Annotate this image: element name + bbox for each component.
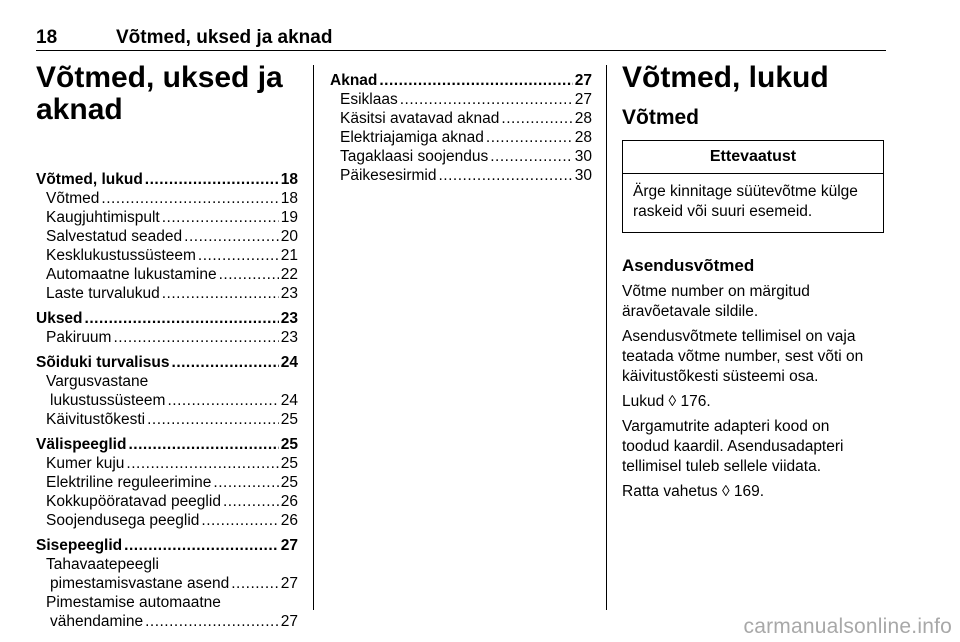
toc-entry[interactable]: Võtmed ..... 18 [36,189,298,208]
warning-box [622,140,884,233]
toc-entry[interactable]: Sõiduki turvalisus ..... 24 [36,353,298,372]
toc-entry[interactable]: Päikesesirmid ..... 30 [330,166,592,185]
right-column [622,62,912,502]
chapter-title: Võtmed, uksed ja aknad [36,61,283,126]
toc-entry[interactable]: Võtmed, lukud ..... 18 [36,170,298,189]
toc-entry-line[interactable]: Pimestamise automaatne [46,594,221,611]
toc-entry[interactable]: Kokkupööratavad peeglid ..... 26 [36,492,298,511]
toc-entry[interactable]: Elektriajamiga aknad ..... 28 [330,128,592,147]
toc-entry[interactable]: Soojendusega peeglid ..... 26 [36,511,298,530]
toc-entry[interactable]: Tagaklaasi soojendus ..... 30 [330,147,592,166]
section-heading: Asendusvõtmed [622,256,755,275]
watermark: carmanualsonline.info [743,615,952,638]
toc-entry[interactable]: Esiklaas ..... 27 [330,90,592,109]
toc-left [36,170,298,631]
toc-entry[interactable]: Käivitustõkesti ..... 25 [36,410,298,429]
toc-entry[interactable]: Elektriline reguleerimine ..... 25 [36,473,298,492]
toc-entry[interactable]: Kumer kuju ..... 25 [36,454,298,473]
toc-entry[interactable]: Salvestatud seaded ..... 20 [36,227,298,246]
toc-entry-line[interactable]: Vargusvastane [46,373,149,390]
page-number: 18 [36,27,58,48]
toc-entry[interactable]: Kesklukustussüsteem ..... 21 [36,246,298,265]
section-title: Võtmed, lukud [622,61,829,94]
header-rule [36,50,886,51]
page-reference[interactable]: Lukud ◊ 176. [622,393,711,410]
toc-entry[interactable]: Aknad ..... 27 [330,71,592,90]
toc-entry-line[interactable]: Tahavaatepeegli [46,556,159,573]
middle-column [330,71,592,185]
toc-entry[interactable]: vähendamine ..... 27 [36,612,298,631]
toc-entry[interactable]: Käsitsi avatavad aknad ..... 28 [330,109,592,128]
subsection-title: Võtmed [622,106,700,129]
column-divider-2 [606,65,607,610]
toc-entry[interactable]: Välispeeglid ..... 25 [36,435,298,454]
warning-title: Ettevaatust [623,141,883,174]
toc-middle [330,71,592,185]
page-reference[interactable]: Ratta vahetus ◊ 169. [622,483,765,500]
toc-entry[interactable]: Uksed ..... 23 [36,309,298,328]
toc-entry[interactable]: Pakiruum ..... 23 [36,328,298,347]
toc-entry[interactable]: lukustussüsteem ..... 24 [36,391,298,410]
toc-entry[interactable]: Kaugjuhtimispult ..... 19 [36,208,298,227]
toc-entry[interactable]: Automaatne lukustamine ..... 22 [36,265,298,284]
toc-entry[interactable]: Laste turvalukud ..... 23 [36,284,298,303]
toc-entry[interactable]: pimestamisvastane asend ..... 27 [36,574,298,593]
column-divider-1 [313,65,314,610]
warning-body: Ärge kinnitage süütevõtme külge raskeid või suuri esemeid. [633,183,858,220]
toc-entry[interactable]: Sisepeeglid ..... 27 [36,536,298,555]
paragraph: Võtme number on märgitud äravõetavale sildile. [622,283,810,320]
paragraph: Vargamutrite adapteri kood on toodud kaardil. Asendusadapteri tellimisel tuleb sellele viidata. [622,418,844,475]
running-title: Võtmed, uksed ja aknad [116,27,333,48]
paragraph: Asendusvõtmete tellimisel on vaja teatada võtme number, sest võti on käivitustõkesti süsteemi osa. [622,328,864,385]
left-column [36,62,298,631]
